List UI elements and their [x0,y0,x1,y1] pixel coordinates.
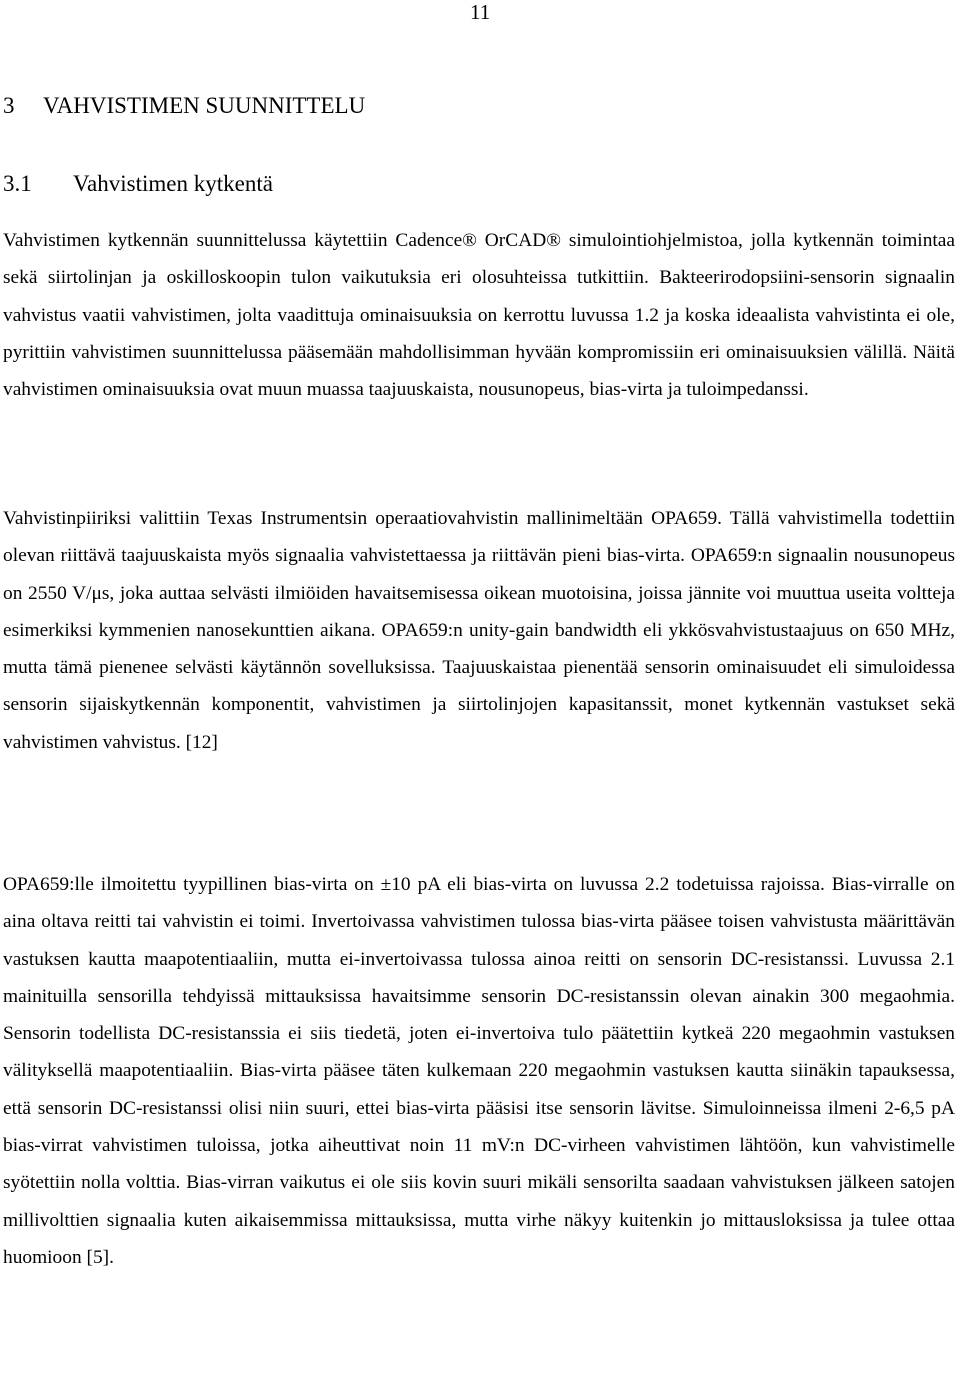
page-number: 11 [470,0,491,24]
paragraph-1: Vahvistimen kytkennän suunnittelussa käytettiin Cadence® OrCAD® simulointiohjelmistoa, jolla kytkennän toimintaa sekä siirtolinjan ja oskilloskoopin tulon vaikutuksia eri olosuhteissa tutkittiin. Bakteerirodopsiini-sensorin signaalin vahvistus vaatii vahvistimen, jolta vaadittuja ominaisuuksia on kerrottu luvussa 1.2 ja koska ideaalista vahvistinta ei ole, pyrittiin vahvistimen suunnittelussa pääsemään mahdollisimman hyvään kompromissiin eri ominaisuuksien välillä. Näitä vahvistimen ominaisuuksia ovat muun muassa taajuuskaista, nousunopeus, bias-virta ja tuloimpedanssi. [3,230,955,401]
section-number: 3.1 [3,171,32,196]
section-title: Vahvistimen kytkentä [73,171,273,196]
paragraph-2: Vahvistinpiiriksi valittiin Texas Instrumentsin operaatiovahvistin mallinimeltään OPA659. Tällä vahvistimella todettiin olevan riittävä taajuuskaista myös signaalia vahvistettaessa ja riittävän pieni bias-virta. OPA659:n signaalin nousunopeus on 2550 V/μs, joka auttaa selvästi ilmiöiden havaitsemisessa oikean muotoisina, joissa jännite voi muuttua useita voltteja esimerkiksi kymmenien nanosekunttien aikana. OPA659:n unity-gain bandwidth eli ykkösvahvistustaajuus on 650 MHz, mutta tämä pienenee selvästi käytännön sovelluksissa. Taajuuskaistaa pienentää sensorin ominaisuudet eli simuloidessa sensorin sijaiskytkennän komponentit, vahvistimen ja siirtolinjojen kapasitanssit, monet kytkennän vastukset sekä vahvistimen vahvistus. [12] [3,508,955,753]
chapter-heading [3,92,365,120]
paragraph-3: OPA659:lle ilmoitettu tyypillinen bias-virta on ±10 pA eli bias-virta on luvussa 2.2 todetuissa rajoissa. Bias-virralle on aina oltava reitti tai vahvistin ei toimi. Invertoivassa vahvistimen tulossa bias-virta pääsee toisen vahvistusta määrittävän vastuksen kautta maapotentiaaliin, mutta ei-invertoivassa tulossa ainoa reitti on sensorin DC-resistanssi. Luvussa 2.1 mainituilla sensorilla tehdyissä mittauksissa havaitsimme sensorin DC-resistanssin olevan ainakin 300 megaohmia. Sensorin todellista DC-resistanssia ei siis tiedetä, joten ei-invertoiva tulo päätettiin kytkeä 220 megaohmin vastuksen välityksellä maapotentiaaliin. Bias-virta pääsee täten kulkemaan 220 megaohmin vastuksen kautta siinäkin tapauksessa, että sensorin DC-resistanssi olisi niin suuri, ettei bias-virta pääsisi itse sensorin lävitse. Simuloinneissa ilmeni 2-6,5 pA bias-virrat vahvistimen tuloissa, jotka aiheuttivat noin 11 mV:n DC-virheen vahvistimen lähtöön, kun vahvistimelle syötettiin nolla volttia. Bias-virran vaikutus ei ole siis kovin suuri mikäli sensorilta saadaan vahvistuksen jälkeen satojen millivolttien signaalia kuten aikaisemmissa mittauksissa, mutta virhe näkyy kuitenkin jo mittausloksissa ja tulee ottaa huomioon [5]. [3,874,955,1268]
chapter-number: 3 [3,93,15,118]
chapter-title: VAHVISTIMEN SUUNNITTELU [43,93,366,118]
section-heading [3,170,273,198]
